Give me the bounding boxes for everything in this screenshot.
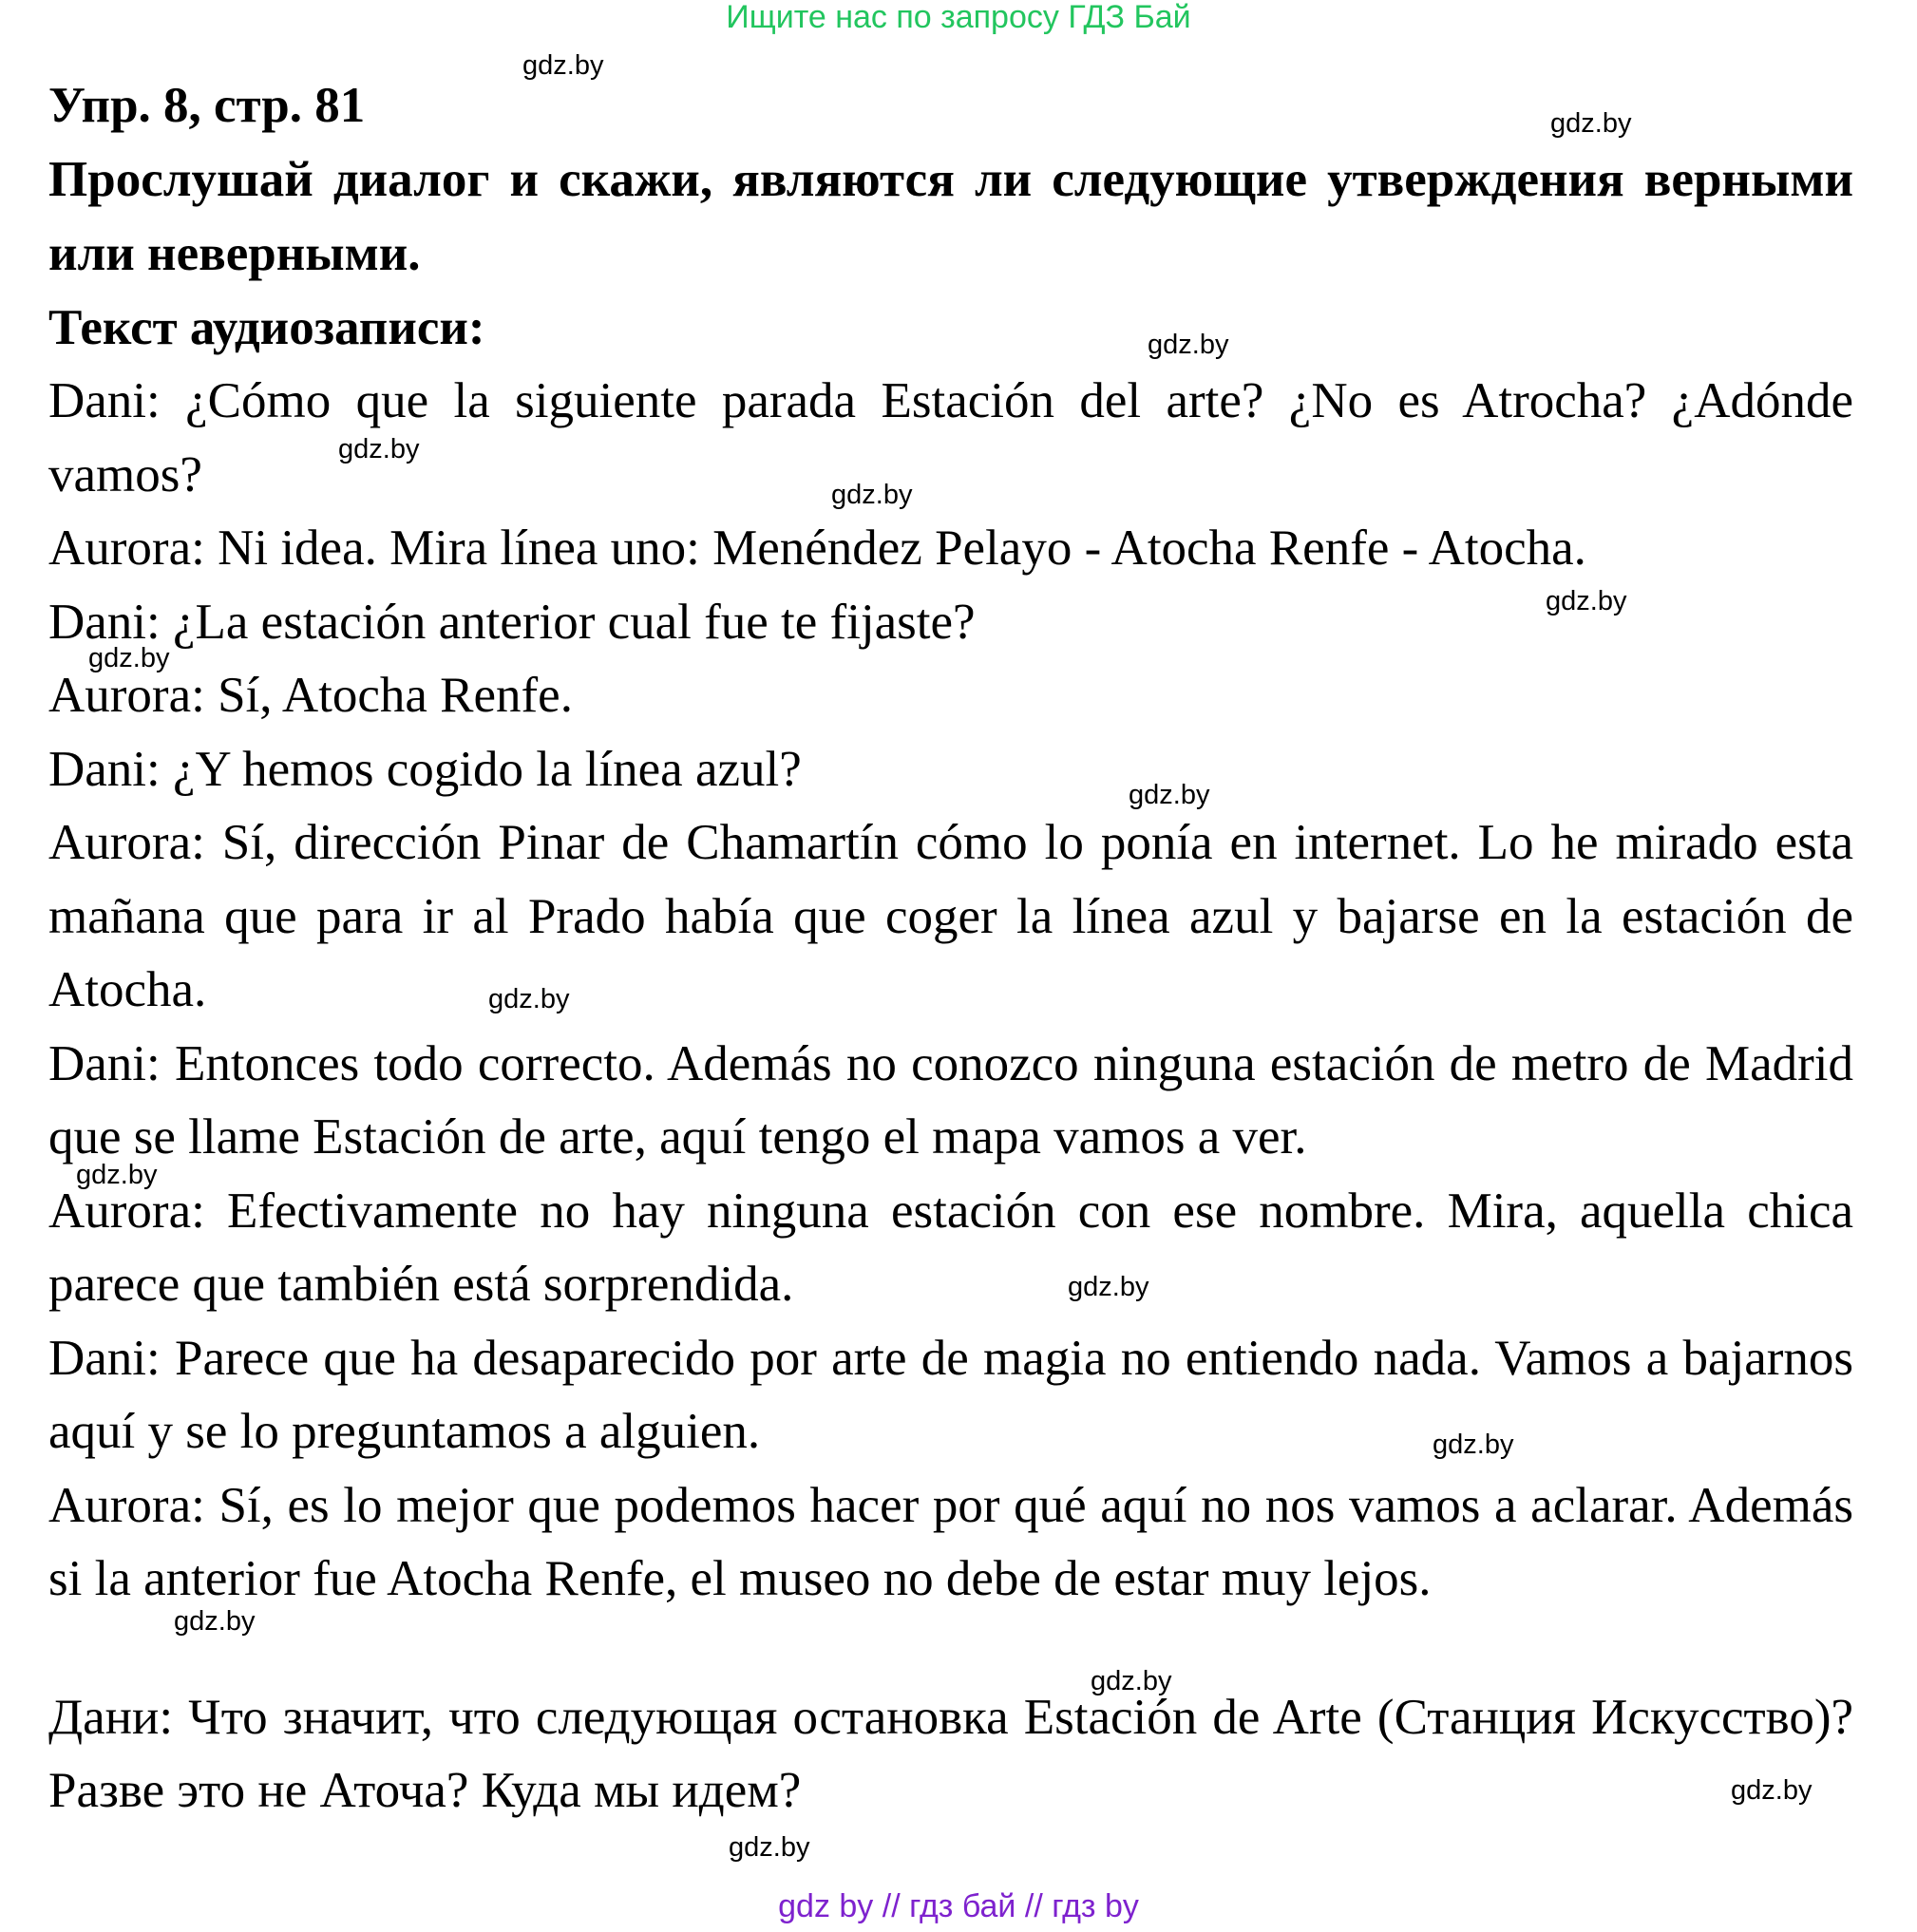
watermark: gdz.by — [1731, 1775, 1813, 1806]
watermark: gdz.by — [1129, 780, 1210, 810]
watermark: gdz.by — [831, 480, 913, 510]
dialogue-line: Dani: ¿Y hemos cogido la línea azul? — [48, 741, 802, 797]
watermark: gdz.by — [729, 1832, 810, 1863]
dialogue-line: Dani: ¿La estación anterior cual fue te fijaste? — [48, 594, 976, 650]
dialogue-line: Dani: ¿Cómo que la siguiente parada Estación del arte? ¿No es Atrocha? ¿Adónde vamos? — [48, 373, 1853, 502]
watermark: gdz.by — [1091, 1666, 1172, 1696]
watermark: gdz.by — [488, 984, 570, 1014]
exercise-title: Упр. 8, стр. 81 — [48, 78, 366, 133]
dialogue-line: Aurora: Sí, dirección Pinar de Chamartín cómo lo ponía en internet. Lo he mirado esta mañana que para ir al Prado había que coger la línea azul y bajarse en la estación de Atocha. — [48, 815, 1853, 1017]
watermark: gdz.by — [1550, 108, 1632, 139]
translation-text: Дани: Что значит, что следующая остановка Estación de Arte (Станция Искусство)? Разве это не Аточа? Куда мы идем? — [48, 1690, 1853, 1818]
audio-label: Текст аудиозаписи: — [48, 300, 485, 355]
watermark: gdz.by — [76, 1160, 158, 1190]
watermark: gdz.by — [338, 434, 420, 464]
dialogue-line: Aurora: Sí, es lo mejor que podemos hacer por qué aquí no nos vamos a aclarar. Además si la anterior fue Atocha Renfe, el museo no debe de estar muy lejos. — [48, 1477, 1853, 1606]
watermark: gdz.by — [1068, 1272, 1149, 1302]
translation-block — [48, 1681, 1853, 1828]
exercise-content — [48, 68, 1853, 1617]
exercise-instruction: Прослушай диалог и скажи, являются ли следующие утверждения верными или неверными. — [48, 152, 1853, 281]
dialogue-line: Dani: Parece que ha desaparecido por arte de magia no entiendo nada. Vamos a bajarnos aquí y se lo preguntamos a alguien. — [48, 1330, 1853, 1459]
watermark: gdz.by — [1433, 1430, 1514, 1460]
dialogue-line: Aurora: Sí, Atocha Renfe. — [48, 668, 573, 723]
watermark: gdz.by — [1148, 330, 1229, 360]
watermark: gdz.by — [174, 1606, 256, 1637]
watermark: gdz.by — [88, 643, 170, 673]
dialogue-line: Aurora: Ni idea. Mira línea uno: Menéndez Pelayo - Atocha Renfe - Atocha. — [48, 521, 1586, 576]
footer-links: gdz by // гдз бай // гдз by — [778, 1888, 1139, 1924]
dialogue-line: Dani: Entonces todo correcto. Además no conozco ninguna estación de metro de Madrid que se llame Estación de arte, aquí tengo el mapa vamos a ver. — [48, 1035, 1853, 1165]
watermark: gdz.by — [1546, 586, 1627, 616]
watermark: gdz.by — [522, 50, 604, 81]
top-banner: Ищите нас по запросу ГДЗ Бай — [726, 0, 1191, 35]
dialogue — [48, 365, 1853, 1617]
dialogue-line: Aurora: Efectivamente no hay ninguna estación con ese nombre. Mira, aquella chica parece que también está sorprendida. — [48, 1183, 1853, 1312]
